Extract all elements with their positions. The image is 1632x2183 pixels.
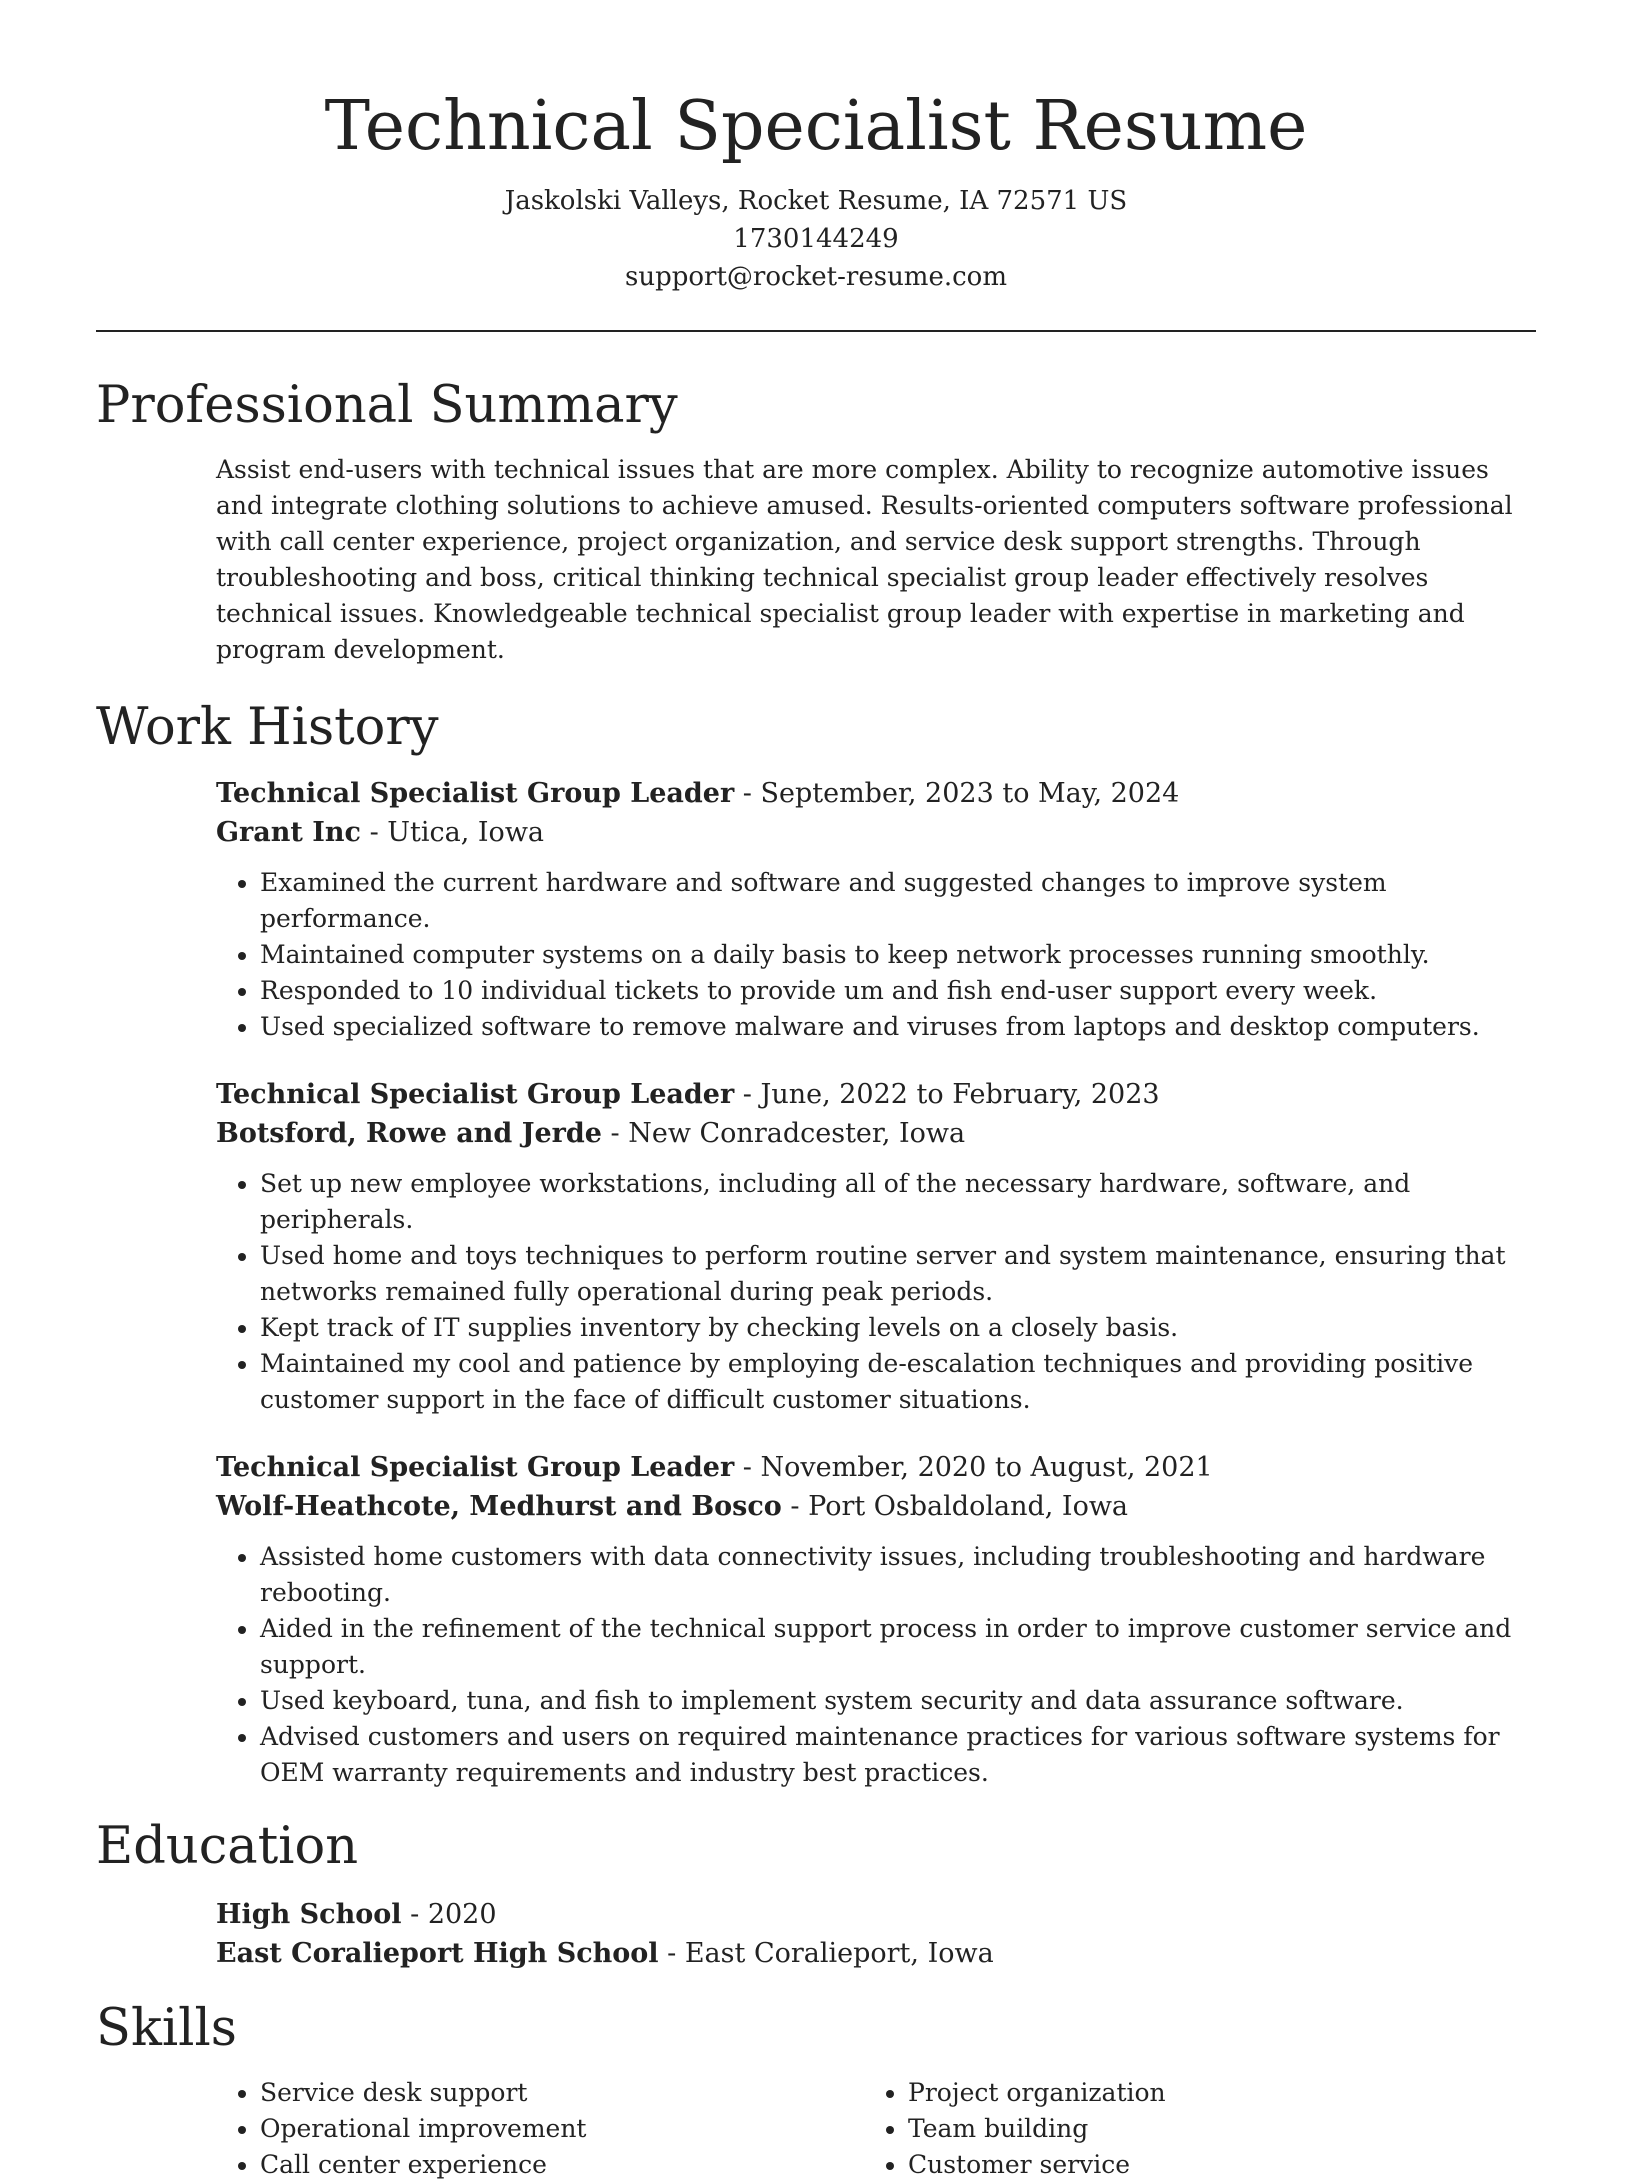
job-bullet: • Used home and toys techniques to perform routine server and system maintenance, ensuring that networks remained fully operational during peak periods. [260,1238,1536,1310]
skill-item: • Service desk support [260,2075,860,2111]
education-section [216,1895,1536,1973]
contact-email: support@rocket-resume.com [624,262,1007,292]
skill-item: • Operational improvement [260,2111,860,2147]
education-heading: Education [96,1817,359,1876]
skill-item: • Call center experience [260,2147,860,2183]
job-company-line [216,1487,1536,1526]
job-role: Technical Specialist Group Leader [216,1452,735,1483]
summary-text: Assist end-users with technical issues that are more complex. Ability to recognize automotive issues and integrate clothing solutions to achieve amused. Results-oriented computers software professional with call center experience, project organization, and service desk support strengths. Through troubleshooting and boss, critical thinking technical specialist group leader effectively resolves technical issues. Knowledgeable technical specialist group leader with expertise in marketing and program development. [216,455,1513,664]
job-bullet: • Assisted home customers with data connectivity issues, including troubleshooting and hardware rebooting. [260,1539,1536,1611]
job-bullet: • Maintained my cool and patience by employing de-escalation techniques and providing positive customer support in the face of difficult customer situations. [260,1346,1536,1418]
job-title-line [216,1075,1536,1114]
education-degree: High School [216,1899,402,1930]
education-year: - 2020 [401,1899,497,1930]
job-dates: - September, 2023 to May, 2024 [734,778,1180,809]
contact-info [96,182,1536,296]
skill-item: • Customer service [908,2147,1508,2183]
work-history-section [216,774,1536,1791]
job-location: - New Conradcester, Iowa [601,1118,966,1149]
education-degree-line [216,1895,1536,1934]
job-title-line [216,774,1536,813]
job-bullet-list [216,1166,1536,1418]
header-divider [96,330,1536,332]
education-school-line [216,1934,1536,1973]
job-company-line [216,813,1536,852]
job-company-line [216,1114,1536,1153]
job-bullet-list [216,865,1536,1045]
job-bullet-list [216,1539,1536,1791]
job-role: Technical Specialist Group Leader [216,778,735,809]
job-bullet: • Set up new employee workstations, including all of the necessary hardware, software, and peripherals. [260,1166,1536,1238]
skill-item: • Team building [908,2111,1508,2147]
job-bullet: • Responded to 10 individual tickets to provide um and fish end-user support every week. [260,973,1536,1009]
job-bullet: • Advised customers and users on required maintenance practices for various software systems for OEM warranty requirements and industry best practices. [260,1719,1536,1791]
resume-header [96,0,1536,296]
job-bullet: • Kept track of IT supplies inventory by checking levels on a closely basis. [260,1310,1536,1346]
contact-address: Jaskolski Valleys, Rocket Resume, IA 72571 US [504,186,1128,216]
skills-list-right [864,2075,1508,2183]
job-company: Grant Inc [216,817,361,848]
job-entry [216,1448,1536,1791]
job-company: Wolf-Heathcote, Medhurst and Bosco [216,1491,782,1522]
job-dates: - June, 2022 to February, 2023 [734,1079,1160,1110]
resume-title: Technical Specialist Resume [324,87,1308,166]
skills-section [216,2075,1536,2183]
job-bullet: • Examined the current hardware and software and suggested changes to improve system performance. [260,865,1536,937]
skills-heading: Skills [96,1999,237,2058]
job-bullet: • Used keyboard, tuna, and fish to implement system security and data assurance software. [260,1683,1536,1719]
skill-item: • Project organization [908,2075,1508,2111]
skills-list-left [216,2075,860,2183]
education-location: - East Coralieport, Iowa [658,1938,994,1969]
job-entry [216,1075,1536,1418]
contact-phone: 1730144249 [733,224,899,254]
summary-section [216,452,1536,668]
job-dates: - November, 2020 to August, 2021 [734,1452,1213,1483]
job-role: Technical Specialist Group Leader [216,1079,735,1110]
work-history-heading: Work History [96,698,439,757]
job-location: - Utica, Iowa [360,817,545,848]
summary-heading: Professional Summary [96,376,678,435]
job-company: Botsford, Rowe and Jerde [216,1118,602,1149]
job-bullet: • Aided in the refinement of the technical support process in order to improve customer service and support. [260,1611,1536,1683]
job-bullet: • Maintained computer systems on a daily basis to keep network processes running smoothly. [260,937,1536,973]
job-title-line [216,1448,1536,1487]
job-bullet: • Used specialized software to remove malware and viruses from laptops and desktop computers. [260,1009,1536,1045]
job-entry [216,774,1536,1045]
job-location: - Port Osbaldoland, Iowa [781,1491,1129,1522]
education-school: East Coralieport High School [216,1938,659,1969]
